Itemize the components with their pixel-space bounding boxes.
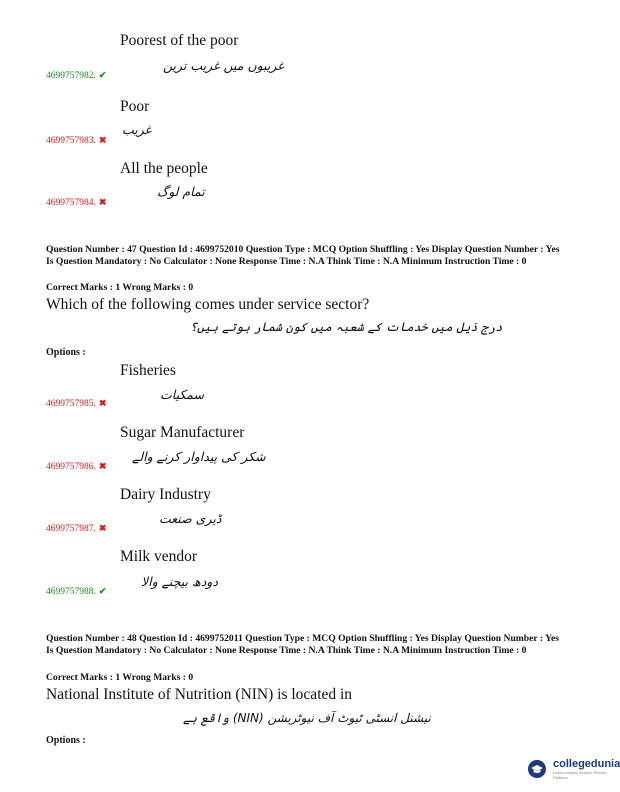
question-marks: Correct Marks : 1 Wrong Marks : 0 bbox=[46, 282, 194, 293]
option-text-en: Milk vendor bbox=[120, 548, 198, 565]
correct-check-icon: ✔ bbox=[98, 70, 107, 80]
logo-tagline: India's largest Student Review Platform bbox=[553, 770, 607, 780]
option-text-ur: تمام لوگ bbox=[157, 184, 205, 199]
option-id bbox=[46, 523, 106, 534]
option-text-ur: شکر کی پیداوار کرنے والے bbox=[132, 449, 266, 464]
question-meta: Question Number : 48 Question Id : 4699752011 Question Type : MCQ Option Shuffling : Yes Display Question Number : Yes Is Question Mandatory : No Calculator : None Response Time : N.A Think Time : N.A Minimum Instruction Time : 0 bbox=[46, 633, 559, 656]
option-id bbox=[46, 461, 106, 472]
option-text-ur: غریب bbox=[122, 122, 152, 137]
option-id-number: 4699757988. bbox=[46, 587, 96, 597]
option-id-number: 4699757982. bbox=[46, 71, 96, 81]
wrong-cross-icon: ✖ bbox=[98, 461, 107, 471]
question-meta: Question Number : 47 Question Id : 4699752010 Question Type : MCQ Option Shuffling : Yes Display Question Number : Yes Is Question Mandatory : No Calculator : None Response Time : N.A Think Time : N.A Minimum Instruction Time : 0 bbox=[46, 244, 560, 267]
option-text-ur: غریبوں میں غریب ترین bbox=[163, 58, 284, 73]
option-text-en: Dairy Industry bbox=[120, 486, 211, 503]
option-id-number: 4699757983. bbox=[46, 136, 96, 146]
wrong-cross-icon: ✖ bbox=[98, 197, 107, 207]
question-text-en: National Institute of Nutrition (NIN) is located in bbox=[46, 686, 353, 703]
option-text-ur: دودھ بیچنے والا bbox=[141, 574, 218, 589]
question-marks: Correct Marks : 1 Wrong Marks : 0 bbox=[46, 672, 194, 683]
option-id bbox=[46, 135, 106, 146]
graduation-cap-icon bbox=[527, 759, 547, 779]
option-text-en: Fisheries bbox=[120, 362, 176, 379]
collegedunia-logo bbox=[527, 758, 620, 780]
option-text-ur: سمکیات bbox=[160, 387, 204, 402]
option-text-en: All the people bbox=[120, 160, 208, 177]
option-id bbox=[46, 586, 106, 597]
options-label: Options : bbox=[46, 735, 86, 746]
wrong-cross-icon: ✖ bbox=[98, 398, 107, 408]
wrong-cross-icon: ✖ bbox=[98, 523, 107, 533]
logo-name: collegedunia bbox=[553, 758, 620, 770]
option-id bbox=[46, 197, 106, 208]
option-id-number: 4699757985. bbox=[46, 399, 96, 409]
question-text-ur: درج ذیل میں خدمات کے شعبہ میں کون شمار ہوتے ہیں؟ bbox=[190, 320, 503, 334]
options-label: Options : bbox=[46, 347, 86, 358]
option-text-ur: ڈیری صنعت bbox=[159, 511, 222, 526]
option-id-number: 4699757986. bbox=[46, 462, 96, 472]
correct-check-icon: ✔ bbox=[98, 586, 107, 596]
wrong-cross-icon: ✖ bbox=[98, 135, 107, 145]
option-id bbox=[46, 70, 106, 81]
option-id-number: 4699757984. bbox=[46, 198, 96, 208]
question-text-ur: نیشنل انسٹی ٹیوٹ آف نیوٹریشن (NIN) واقع ہے bbox=[183, 711, 431, 725]
option-id bbox=[46, 398, 106, 409]
option-text-en: Poor bbox=[120, 98, 150, 115]
option-text-en: Sugar Manufacturer bbox=[120, 424, 245, 441]
question-text-en: Which of the following comes under service sector? bbox=[46, 296, 370, 313]
option-text-en: Poorest of the poor bbox=[120, 32, 239, 49]
option-id-number: 4699757987. bbox=[46, 524, 96, 534]
